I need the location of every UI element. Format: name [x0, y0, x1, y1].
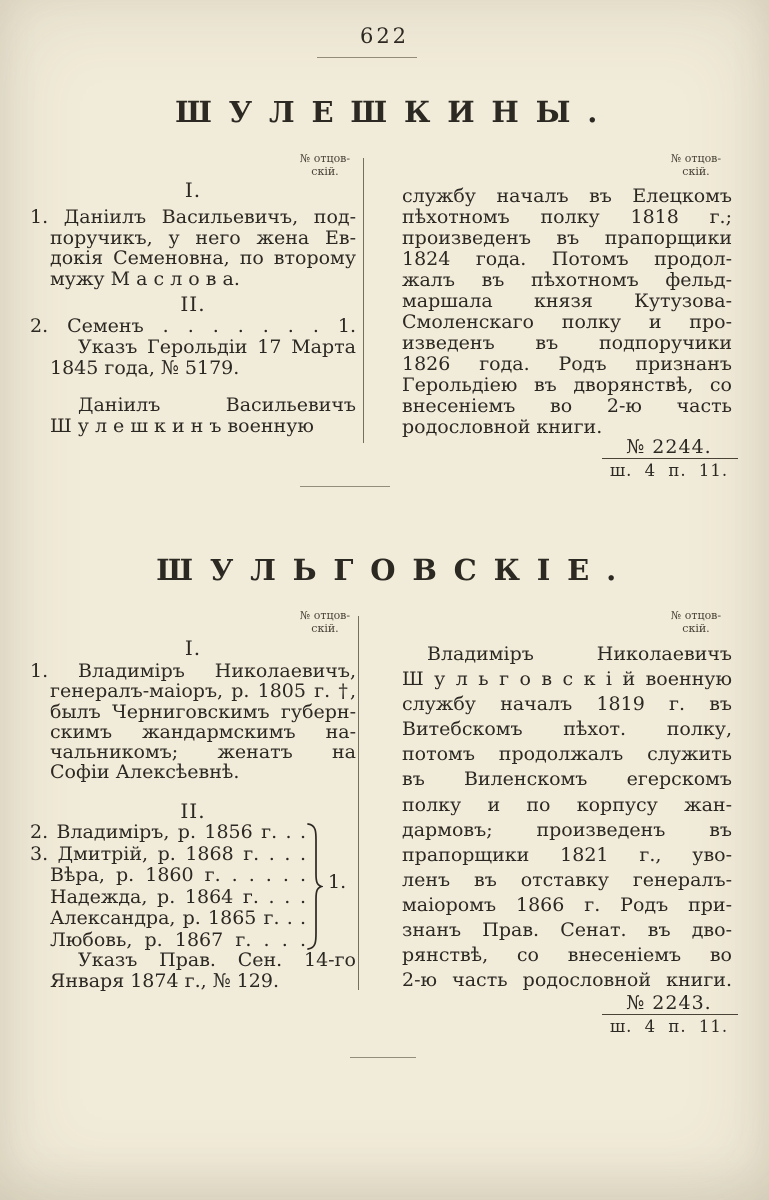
text-line: знанъ Прав. Сенат. въ дво- — [402, 919, 732, 942]
column-divider — [363, 158, 364, 443]
child-line: Любовь, р. 1867 г. . . . — [50, 928, 306, 951]
text-line: Герольдіею въ дворянствѣ, со — [402, 374, 732, 396]
column-header-line: скій. — [682, 165, 710, 178]
column-divider — [358, 616, 359, 990]
text-line: Ш у л ь г о в с к і й военную — [402, 668, 732, 691]
generation-heading-1: I. — [184, 178, 202, 202]
text-line: Витебскомъ пѣхот. полку, — [402, 718, 732, 741]
text-line: скимъ жандармскимъ на- — [50, 720, 356, 743]
column-header-right — [662, 152, 730, 178]
child-line: 2. Владиміръ, р. 1856 г. . . — [30, 821, 306, 843]
text-line: ленъ въ отставку генералъ- — [402, 868, 732, 891]
text-line: службу началъ 1819 г. въ — [402, 693, 732, 716]
column-header-line: № отцов- — [299, 609, 351, 622]
text-line: 2-ю часть родословной книги. — [402, 969, 732, 992]
text-line: дармовъ; произведенъ въ — [402, 818, 732, 841]
child-line: Надежда, р. 1864 г. . . . — [50, 885, 306, 908]
text-line: 1. Владиміръ Николаевичъ, — [30, 660, 356, 682]
text-line: рянствѣ, со внесеніемъ во — [402, 944, 732, 967]
text-line: 1824 года. Потомъ продол- — [402, 248, 732, 270]
child-line: Александра, р. 1865 г. . . — [50, 907, 306, 929]
text-line: жалъ въ пѣхотномъ фельд- — [402, 269, 732, 291]
text-line: маіоромъ 1866 г. Родъ при- — [402, 893, 732, 916]
section-separator-rule — [300, 486, 390, 487]
case-number-rule — [602, 458, 738, 459]
text-line: произведенъ въ прапорщики — [402, 227, 732, 249]
generation-heading-1: I. — [184, 636, 202, 660]
section-separator-rule — [350, 1057, 416, 1058]
text-line: прапорщики 1821 г., уво- — [402, 843, 732, 866]
brace-father-number: 1. — [328, 871, 347, 893]
text-line: Января 1874 г., № 129. — [50, 969, 280, 992]
text-line: Владиміръ Николаевичъ — [427, 643, 732, 665]
text-line: Указъ Прав. Сен. 14-го — [78, 949, 356, 971]
children-list — [30, 822, 306, 951]
biography-text — [402, 642, 732, 993]
decree-note — [30, 950, 356, 991]
text-line: Смоленскаго полку и про- — [402, 311, 732, 333]
biography-continuation — [402, 186, 732, 438]
case-number: № 2244. — [626, 436, 712, 458]
column-header-line: скій. — [311, 165, 339, 178]
generation-heading-2: II. — [180, 292, 206, 316]
text-line: потомъ продолжалъ служить — [402, 743, 732, 766]
biography-lead — [30, 395, 356, 436]
text-line: 1845 года, № 5179. — [50, 356, 240, 379]
text-line: маршала князя Кутузова- — [402, 290, 732, 312]
children-brace — [306, 822, 323, 951]
text-line: чальникомъ; женатъ на — [50, 741, 356, 764]
text-line: 1. Даніилъ Васильевичъ, под- — [30, 206, 356, 228]
page-number-rule — [317, 57, 417, 58]
case-number: № 2243. — [626, 992, 712, 1014]
text-line: пѣхотномъ полку 1818 г.; — [402, 206, 732, 228]
column-header-line: № отцов- — [299, 152, 351, 165]
entry-vladimir-sr — [30, 661, 356, 783]
archive-code: ш. 4 п. 11. — [609, 1017, 729, 1036]
text-line: Указъ Герольдіи 17 Марта — [78, 336, 356, 358]
text-line: родословной книги. — [402, 416, 603, 438]
family-title-shuleshkiny: ШУЛЕШКИНЫ. — [175, 95, 615, 129]
column-header-line: скій. — [682, 622, 710, 635]
text-line: службу началъ въ Елецкомъ — [402, 185, 732, 207]
text-line: изведенъ въ подпоручики — [402, 332, 732, 354]
column-header-left — [291, 152, 359, 178]
text-line: мужу М а с л о в а. — [50, 267, 240, 290]
entry-semen: 2. Семенъ . . . . . . . 1. — [30, 315, 356, 337]
decree-note — [30, 337, 356, 378]
text-line: Софіи Алексѣевнѣ. — [50, 761, 240, 784]
column-header-line: № отцов- — [670, 609, 722, 622]
text-line: докія Семеновна, по второму — [50, 247, 356, 269]
text-line: внесеніемъ во 2-ю часть — [402, 395, 732, 417]
text-line: 1826 года. Родъ признанъ — [402, 353, 732, 375]
child-line: Вѣра, р. 1860 г. . . . . . — [50, 864, 306, 886]
text-line: Даніилъ Васильевичъ — [78, 394, 356, 416]
text-line: поручикъ, у него жена Ев- — [50, 226, 356, 249]
text-line: въ Виленскомъ егерскомъ — [402, 768, 732, 791]
text-line: Ш у л е ш к и н ъ военную — [50, 414, 314, 437]
archive-code: ш. 4 п. 11. — [609, 461, 729, 480]
entry-daniil — [30, 207, 356, 289]
column-header-left — [291, 609, 359, 635]
generation-heading-2: II. — [180, 799, 206, 823]
column-header-line: скій. — [311, 622, 339, 635]
case-number-rule — [602, 1014, 738, 1015]
text-line: былъ Черниговскимъ губерн- — [50, 700, 356, 723]
family-title-shulgovskie: ШУЛЬГОВСКІЕ. — [156, 553, 634, 587]
column-header-line: № отцов- — [670, 152, 722, 165]
text-line: генералъ-маіоръ, р. 1805 г. †, — [50, 680, 356, 703]
page-number: 622 — [359, 24, 410, 48]
column-header-right — [662, 609, 730, 635]
child-line: 3. Дмитрій, р. 1868 г. . . . — [30, 842, 306, 865]
text-line: полку и по корпусу жан- — [402, 793, 732, 816]
